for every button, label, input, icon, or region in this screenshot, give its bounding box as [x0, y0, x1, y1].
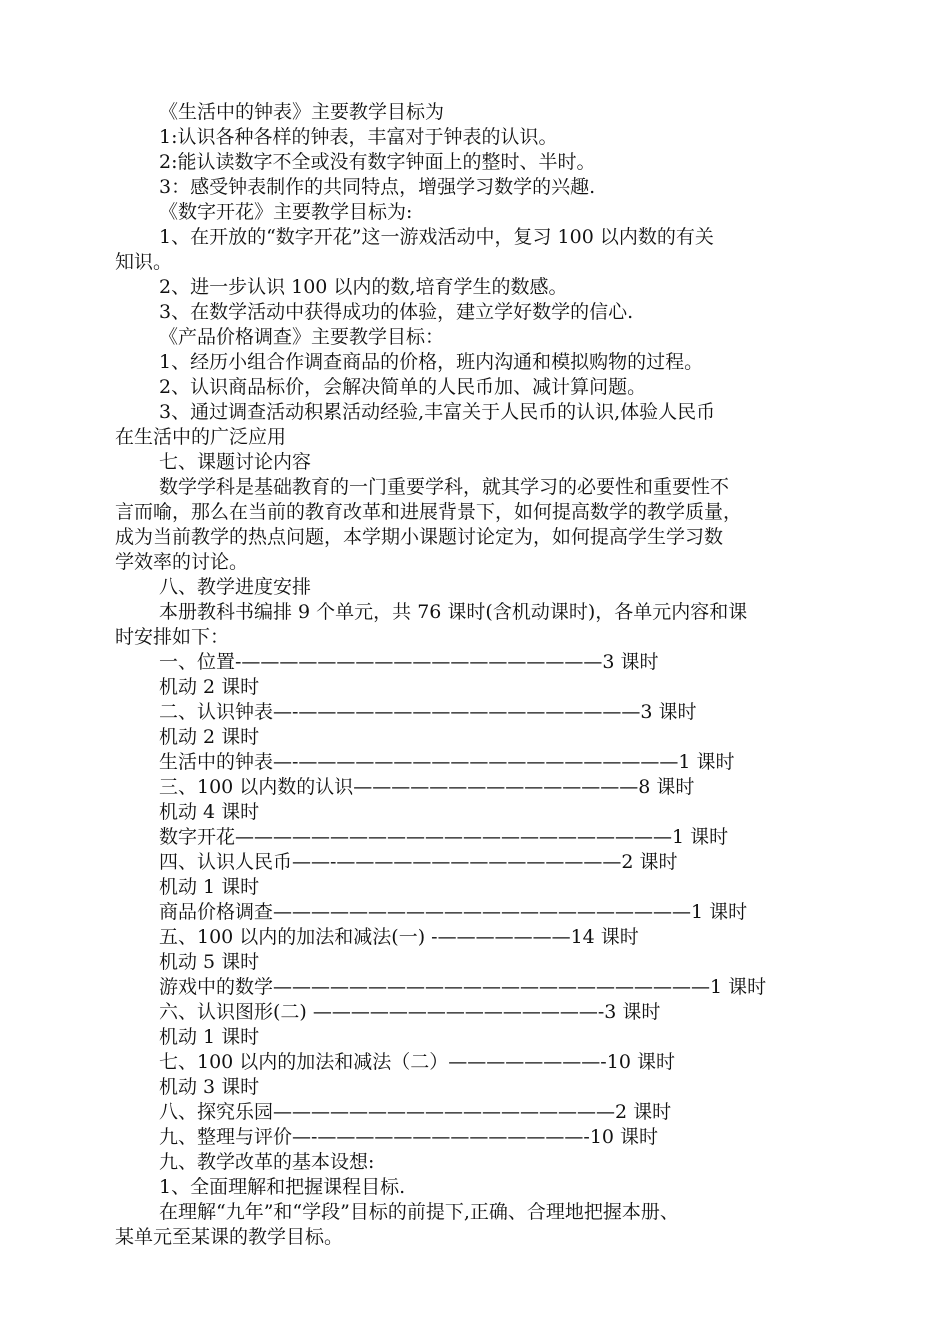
text-line: 1、全面理解和把握课程目标.	[159, 1176, 406, 1198]
text-line: 学效率的讨论。	[115, 551, 249, 573]
document-page	[115, 100, 840, 1250]
text-line: 《数字开花》主要教学目标为:	[159, 201, 413, 223]
text-line: 八、探究乐园——————————————————2 课时	[159, 1101, 672, 1123]
text-line: 机动 5 课时	[159, 951, 260, 973]
text-line: 言而喻，那么在当前的教育改革和进展背景下，如何提高数学的教学质量，	[115, 501, 743, 523]
text-line: 《生活中的钟表》主要教学目标为	[159, 101, 445, 123]
text-line: 《产品价格调查》主要教学目标：	[159, 326, 445, 348]
text-line: 五、100 以内的加法和减法(一) -———————14 课时	[159, 926, 639, 948]
text-line: 机动 3 课时	[159, 1076, 260, 1098]
text-line: 三、100 以内数的认识———————————————8 课时	[159, 776, 695, 798]
text-line: 知识。	[115, 251, 173, 273]
text-line: 2:能认读数字不全或没有数字钟面上的整时、半时。	[159, 151, 596, 173]
text-line: 某单元至某课的教学目标。	[115, 1226, 344, 1248]
text-line: 一、位置-———————————————————3 课时	[159, 651, 659, 673]
text-line: 1:认识各种各样的钟表，丰富对于钟表的认识。	[159, 126, 558, 148]
text-line: 机动 4 课时	[159, 801, 260, 823]
text-line: 1、经历小组合作调查商品的价格，班内沟通和模拟购物的过程。	[159, 351, 704, 373]
text-line: 数学学科是基础教育的一门重要学科，就其学习的必要性和重要性不	[159, 476, 730, 498]
text-line: 机动 1 课时	[159, 1026, 260, 1048]
text-line: 在生活中的广泛应用	[115, 426, 287, 448]
text-line: 1、在开放的“数字开花”这一游戏活动中，复习 100 以内数的有关	[159, 226, 714, 248]
text-line: 游戏中的数学———————————————————————1 课时	[159, 976, 767, 998]
text-line: 3、通过调查活动积累活动经验,丰富关于人民币的认识,体验人民币	[159, 401, 716, 423]
text-line: 生活中的钟表—-————————————————————1 课时	[159, 751, 735, 773]
text-line: 3：感受钟表制作的共同特点，增强学习数学的兴趣.	[159, 176, 596, 198]
text-line: 2、认识商品标价，会解决简单的人民币加、减计算问题。	[159, 376, 647, 398]
text-line: 四、认识人民币——-———————————————2 课时	[159, 851, 678, 873]
text-line: 机动 2 课时	[159, 726, 260, 748]
text-line: 成为当前教学的热点问题，本学期小课题讨论定为，如何提高学生学习数	[115, 526, 724, 548]
text-line: 二、认识钟表—-——————————————————3 课时	[159, 701, 697, 723]
text-line: 时安排如下：	[115, 626, 230, 648]
text-line: 数字开花———————————————————————1 课时	[159, 826, 729, 848]
text-line: 九、教学改革的基本设想:	[159, 1151, 375, 1173]
text-line: 3、在数学活动中获得成功的体验，建立学好数学的信心.	[159, 301, 634, 323]
text-line: 八、教学进度安排	[159, 576, 312, 598]
text-line: 七、100 以内的加法和减法（二）————————-10 课时	[159, 1051, 675, 1073]
text-line: 机动 2 课时	[159, 676, 260, 698]
text-line: 在理解“九年”和“学段”目标的前提下,正确、合理地把握本册、	[159, 1201, 679, 1223]
text-line: 六、认识图形(二) ———————————————-3 课时	[159, 1001, 661, 1023]
text-line: 九、整理与评价—-——————————————-10 课时	[159, 1126, 659, 1148]
text-line: 2、进一步认识 100 以内的数,培育学生的数感。	[159, 276, 568, 298]
text-line: 本册教科书编排 9 个单元，共 76 课时(含机动课时)，各单元内容和课	[159, 601, 748, 623]
text-line: 七、课题讨论内容	[159, 451, 312, 473]
text-line: 商品价格调查——————————————————————1 课时	[159, 901, 748, 923]
text-line: 机动 1 课时	[159, 876, 260, 898]
